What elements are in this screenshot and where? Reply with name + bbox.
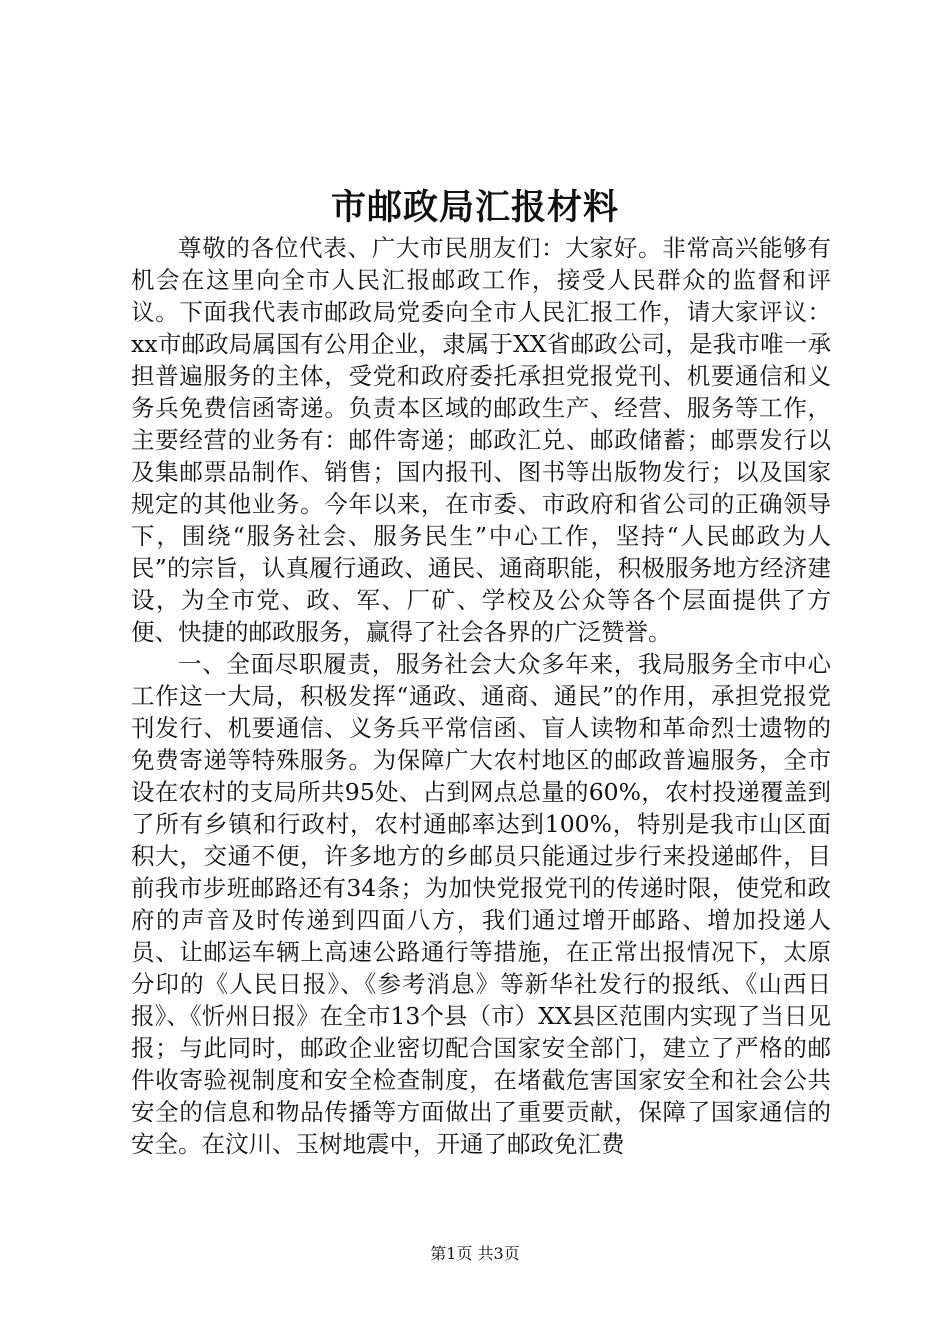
document-body xyxy=(131,232,831,1160)
paragraph-intro: 尊敬的各位代表、广大市民朋友们：大家好。非常高兴能够有机会在这里向全市人民汇报邮政工作，接受人民群众的监督和评议。下面我代表市邮政局党委向全市人民汇报工作，请大家评议：xx市邮政局属国有公用企业，隶属于XX省邮政公司，是我市唯一承担普遍服务的主体，受党和政府委托承担党报党刊、机要通信和义务兵免费信函寄递。负责本区域的邮政生产、经营、服务等工作，主要经营的业务有：邮件寄递；邮政汇兑、邮政储蓄；邮票发行以及集邮票品制作、销售；国内报刊、图书等出版物发行；以及国家规定的其他业务。今年以来，在市委、市政府和省公司的正确领导下，围绕“服务社会、服务民生”中心工作，坚持“人民邮政为人民”的宗旨，认真履行通政、通民、通商职能，积极服务地方经济建设，为全市党、政、军、厂矿、学校及公众等各个层面提供了方便、快捷的邮政服务，赢得了社会各界的广泛赞誉。 xyxy=(131,234,831,646)
page-footer: 第1页 共3页 xyxy=(430,1244,520,1263)
document-title: 市邮政局汇报材料 xyxy=(330,187,619,228)
paragraph-section-one: 一、全面尽职履责，服务社会大众多年来，我局服务全市中心工作这一大局，积极发挥“通政、通商、通民”的作用，承担党报党刊发行、机要通信、义务兵平常信函、盲人读物和革命烈士遗物的免费寄递等特殊服务。为保障广大农村地区的邮政普遍服务，全市设在农村的支局所共95处、占到网点总量的60%，农村投递覆盖到了所有乡镇和行政村，农村通邮率达到100%，特别是我市山区面积大，交通不便，许多地方的乡邮员只能通过步行来投递邮件，目前我市步班邮路还有34条；为加快党报党刊的传递时限，使党和政府的声音及时传递到四面八方，我们通过增开邮路、增加投递人员、让邮运车辆上高速公路通行等措施，在正常出报情况下，太原分印的《人民日报》、《参考消息》等新华社发行的报纸、《山西日报》、《忻州日报》在全市13个县（市）XX县区范围内实现了当日见报；与此同时，邮政企业密切配合国家安全部门，建立了严格的邮件收寄验视制度和安全检查制度，在堵截危害国家安全和社会公共安全的信息和物品传播等方面做出了重要贡献，保障了国家通信的安全。在汶川、玉树地震中，开通了邮政免汇费 xyxy=(131,650,831,1158)
